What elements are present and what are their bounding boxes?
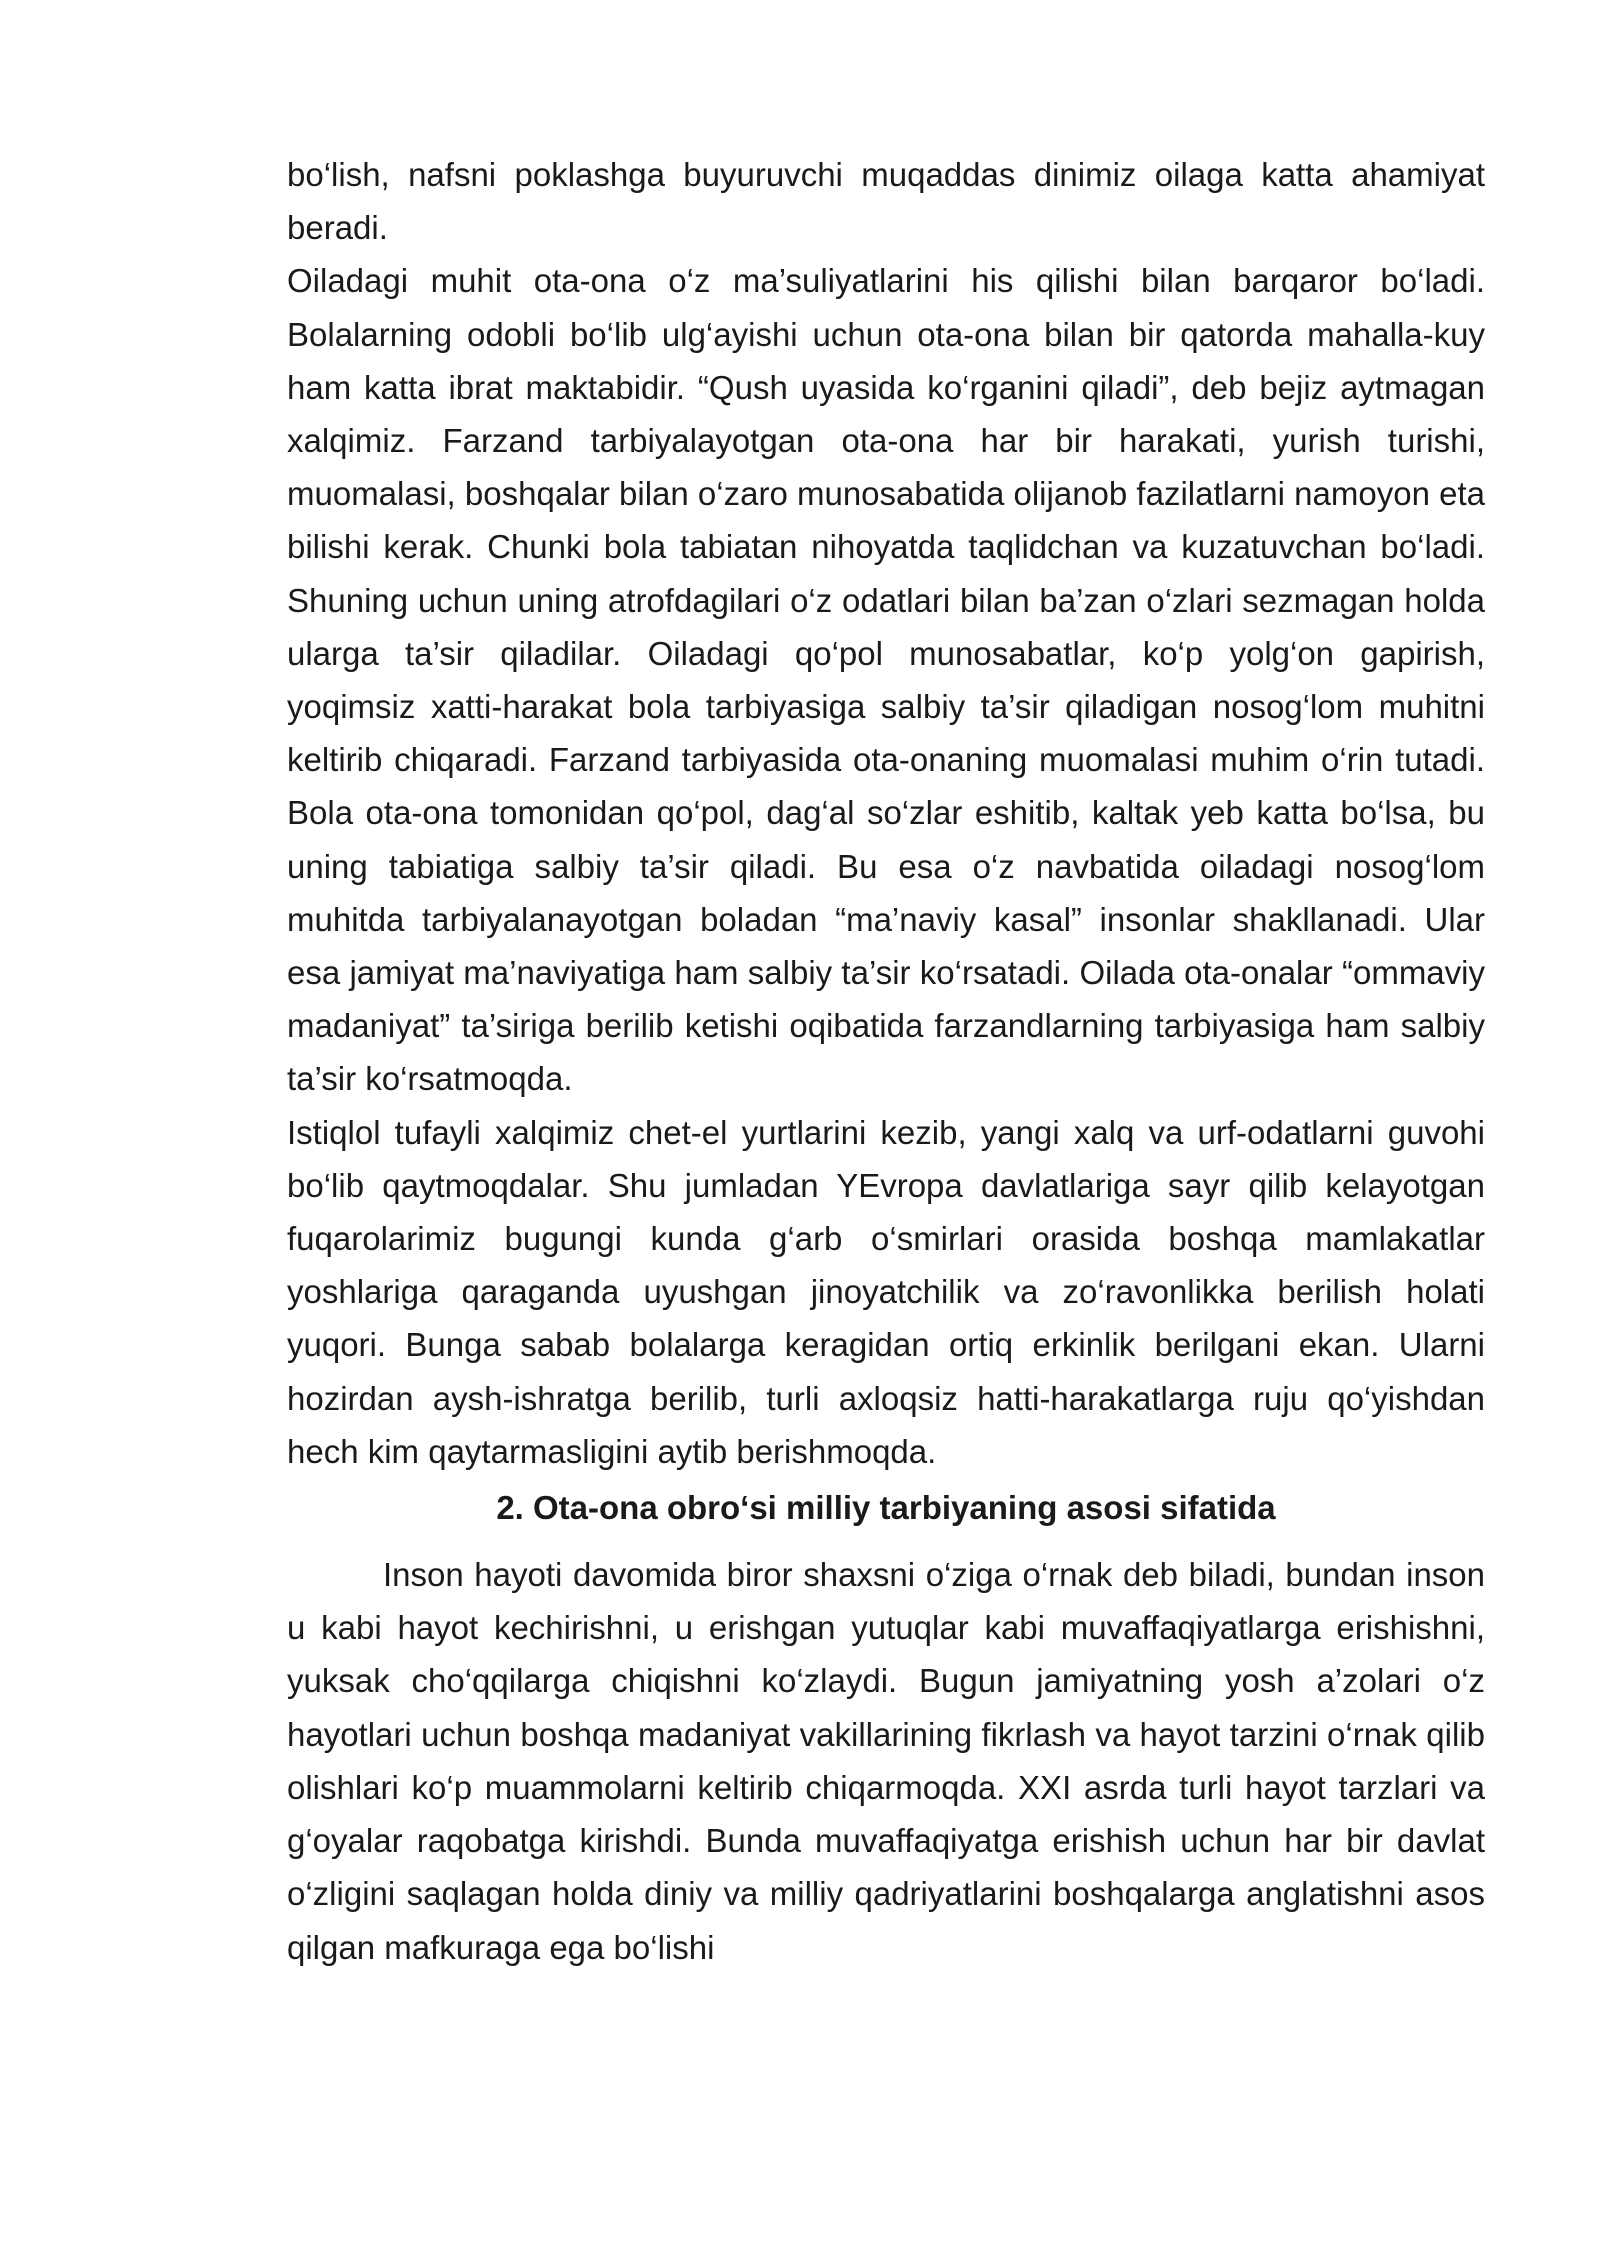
paragraph-role-model: Inson hayoti davomida biror shaxsni o‘ziga o‘rnak deb biladi, bundan inson u kabi hayot kechirishni, u erishgan yutuqlar kabi muvaffaqiyatlarga erishishni, yuksak cho‘qqilarga chiqishni ko‘zlaydi. Bugun jamiyatning yosh a’zolari o‘z hayotlari uchun boshqa madaniyat vakillarining fikrlash va hayot tarzini o‘rnak qilib olishlari ko‘p muammolarni keltirib chiqarmoqda. XXI asrda turli hayot tarzlari va g‘oyalar raqobatga kirishdi. Bunda muvaffaqiyatga erishish uchun har bir davlat o‘zligini saqlagan holda diniy va milliy qadriyatlarini boshqalarga anglatishni asos qilgan mafkuraga ega bo‘lishi bbox=[287, 1556, 1485, 1966]
paragraph-independence: Istiqlol tufayli xalqimiz chet-el yurtlarini kezib, yangi xalq va urf-odatlarni guvohi bo‘lib qaytmoqdalar. Shu jumladan YEvropa davlatlariga sayr qilib kelayotgan fuqarolarimiz bugungi kunda g‘arb o‘smirlari orasida boshqa mamlakatlar yoshlariga qaraganda uyushgan jinoyatchilik va zo‘ravonlikka berilish holati yuqori. Bunga sabab bolalarga keragidan ortiq erkinlik berilgani ekan. Ularni hozirdan aysh-ishratga berilib, turli axloqsiz hatti-harakatlarga ruju qo‘yishdan hech kim qaytarmasligini aytib berishmoqda. bbox=[287, 1113, 1485, 1470]
document-body bbox=[287, 148, 1485, 1974]
section-heading: 2. Ota-ona obro‘si milliy tarbiyaning asosi sifatida bbox=[496, 1489, 1276, 1527]
paragraph-family-environment: Oiladagi muhit ota-ona o‘z ma’suliyatlarini his qilishi bilan barqaror bo‘ladi. Bolalarning odobli bo‘lib ulg‘ayishi uchun ota-ona bilan bir qatorda mahalla-kuy ham katta ibrat maktabidir. “Qush uyasida ko‘rganini qiladi”, deb bejiz aytmagan xalqimiz. Farzand tarbiyalayotgan ota-ona har bir harakati, yurish turishi, muomalasi, boshqalar bilan o‘zaro munosabatida olijanob fazilatlarni namoyon eta bilishi kerak. Chunki bola tabiatan nihoyatda taqlidchan va kuzatuvchan bo‘ladi. Shuning uchun uning atrofdagilari o‘z odatlari bilan ba’zan o‘zlari sezmagan holda ularga ta’sir qiladilar. Oiladagi qo‘pol munosabatlar, ko‘p yolg‘on gapirish, yoqimsiz xatti-harakat bola tarbiyasiga salbiy ta’sir qiladigan nosog‘lom muhitni keltirib chiqaradi. Farzand tarbiyasida ota-onaning muomalasi muhim o‘rin tutadi. Bola ota-ona tomonidan qo‘pol, dag‘al so‘zlar eshitib, kaltak yeb katta bo‘lsa, bu uning tabiatiga salbiy ta’sir qiladi. Bu esa o‘z navbatida oiladagi nosog‘lom muhitda tarbiyalanayotgan boladan “ma’naviy kasal” insonlar shakllanadi. Ular esa jamiyat ma’naviyatiga ham salbiy ta’sir ko‘rsatadi. Oilada ota-onalar “ommaviy madaniyat” ta’siriga berilib ketishi oqibatida farzandlarning tarbiyasiga ham salbiy ta’sir ko‘rsatmoqda. bbox=[287, 262, 1485, 1098]
paragraph-continuation: bo‘lish, nafsni poklashga buyuruvchi muqaddas dinimiz oilaga katta ahamiyat beradi. bbox=[287, 156, 1485, 247]
